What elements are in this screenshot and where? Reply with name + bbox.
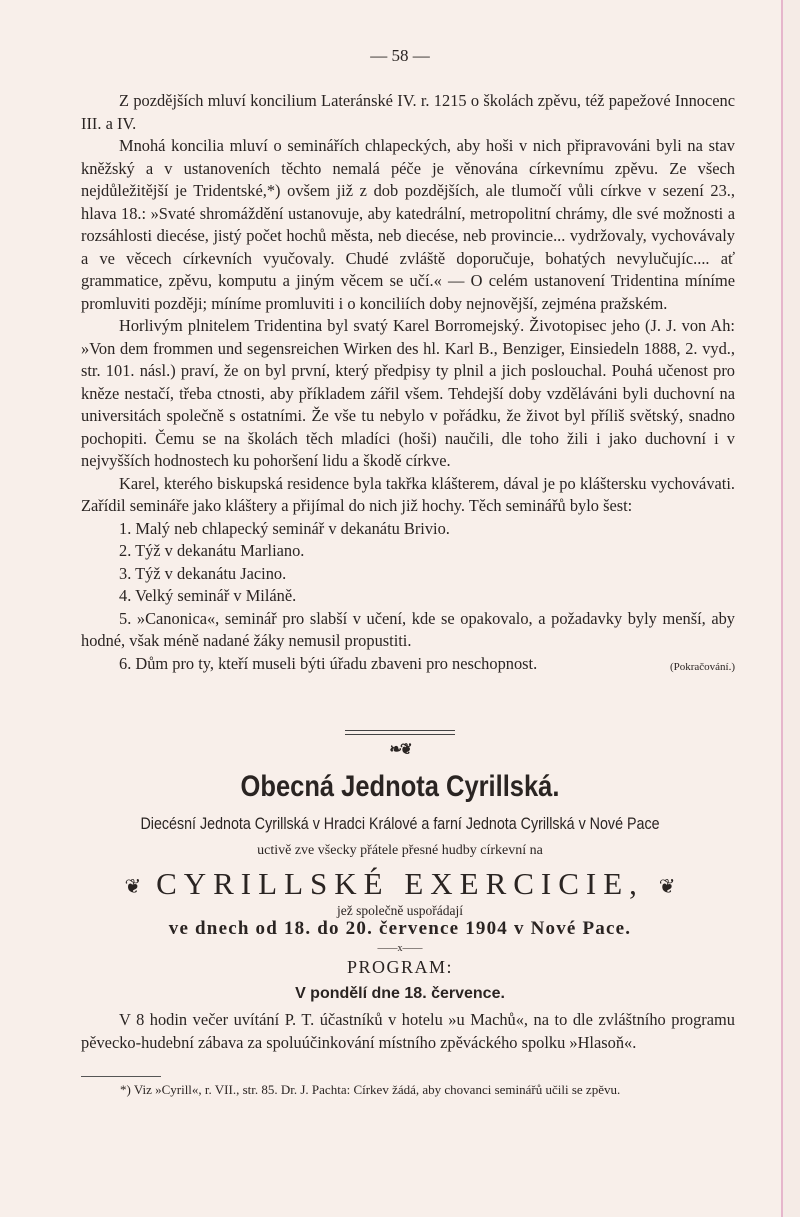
list-item	[81, 653, 735, 676]
program-body	[81, 1009, 735, 1054]
flourish-left-icon: ❦	[124, 876, 142, 899]
list-item: 4. Velký seminář v Miláně.	[119, 586, 297, 605]
page-number: — 58 —	[370, 46, 430, 65]
paragraph: V 8 hodin večer uvítání P. T. účastníků v hotelu »u Machů«, na to dle zvláštního programu pěvecko-hudební zábava za spoluúčinkování místního zpěváckého spolku »Hlasoň«.	[81, 1010, 735, 1052]
continuation-note: (Pokračování.)	[669, 660, 735, 673]
small-separator: ——x——	[377, 943, 423, 954]
day-heading: V pondělí dne 18. července.	[295, 985, 505, 1002]
article-body	[81, 90, 735, 678]
invitation-line: uctivě zve všecky přátele přesné hudby církevní na	[257, 843, 543, 858]
footnote: *) Viz »Cyrill«, r. VII., str. 85. Dr. J. Pachta: Církev žádá, aby chovanci seminářů učili se zpěvu.	[120, 1082, 621, 1097]
paragraph: Karel, kterého biskupská residence byla takřka klášterem, dával je po kláštersku vychovávati. Zařídil semináře jako kláštery a přijímal do nich již hochy. Těch seminářů bylo šest:	[81, 473, 735, 515]
event-dates: ve dnech od 18. do 20. července 1904 v Nové Pace.	[168, 918, 632, 939]
program-label: PROGRAM:	[346, 957, 454, 977]
footnote-rule	[81, 1076, 161, 1077]
organizers-line: Diecésní Jednota Cyrillská v Hradci Králové a farní Jednota Cyrillská v Nové Pace	[140, 814, 660, 833]
next-page-edge	[783, 0, 800, 1217]
event-title-line	[0, 866, 800, 902]
list-item: 1. Malý neb chlapecký seminář v dekanátu Brivio.	[119, 518, 450, 538]
ornament-icon: ❧❦	[389, 742, 411, 758]
paragraph: Horlivým plnitelem Tridentina byl svatý Karel Borromejský. Životopisec jeho (J. J. von Ah: »Von dem frommen und segensreichen Wirken des hl. Karl B., Benziger, Einsiedeln 1888, 2. vyd., str. 101. násl.) praví, že on byl první, který předpisy ty plnil a jich poslouchal. Pouhá učenost pro kněze nestačí, třeba ctnosti, aby příkladem zářil všem. Tehdejší doby vzděláváni byli duchovní na universitách společně s ostatními. Že vše tu nebylo v pořádku, že život byl příliš světský, snadno pochopiti. Čemu se na školách těch mladíci (hoši) naučili, dle toho žili i jako duchovní i v nejvyšších hodnostech ku pohoršení lidu a škodě církve.	[81, 316, 735, 470]
list-item-text: 6. Dům pro ty, kteří museli býti úřadu zbaveni pro neschopnost.	[119, 653, 538, 673]
announcement-heading: Obecná Jednota Cyrillská.	[240, 770, 560, 803]
list-item: 5. »Canonica«, seminář pro slabší v učení, kde se opakovalo, a požadavky byly menší, aby hodné, však méně nadané žáky nemusil propustiti.	[81, 608, 735, 650]
section-divider	[345, 730, 455, 731]
list-item: 3. Týž v dekanátu Jacino.	[119, 563, 287, 583]
list-item: 2. Týž v dekanátu Marliano.	[119, 541, 305, 560]
paragraph: Z pozdějších mluví koncilium Lateránské IV. r. 1215 o školách zpěvu, též papežové Innocenc III. a IV.	[81, 91, 735, 133]
paragraph: Mnohá koncilia mluví o seminářích chlapeckých, aby hoši v nich připravováni byli na stav kněžský a v ustanoveních těchto nemalá péče je věnována církevnímu zpěvu. Ze všech nejdůležitější je Tridentské,*) ovšem již z dob pozdějších, ale tlumočí vůli církve v sezení 23., hlava 18.: »Svaté shromáždění ustanovuje, aby katedrální, metropolitní chrámy, dle své možnosti a rozsáhlosti diecése, jistý počet hochů města, neb diecése, neb provincie... vydržovaly, vychovávaly a ve věcech církevních vyučovaly. Chudé zvláště doporučuje, bohatých nevylučujíc.... ať grammatice, zpěvu, komputu a jiným věcem se učí.« — O celém ustanovení Tridentina míníme promluviti později; míníme promluviti i o konciliích doby nejnovější, zejména pražském.	[81, 136, 735, 313]
section-divider	[345, 734, 455, 735]
event-title: CYRILLSKÉ EXERCICIE,	[156, 866, 644, 901]
flourish-right-icon: ❦	[658, 876, 676, 899]
arranged-line: jež společně uspořádají	[337, 903, 463, 918]
